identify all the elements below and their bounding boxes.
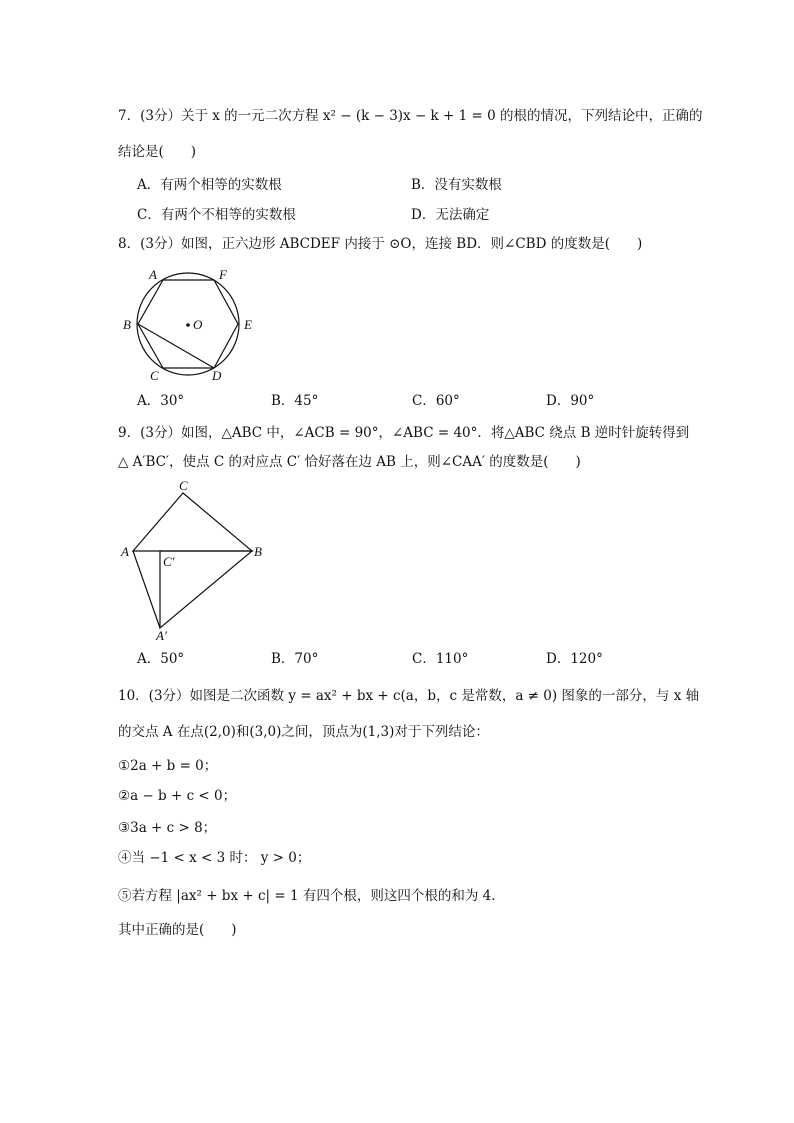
q9-option-b: B．70° [271, 651, 319, 667]
q9-label-c-prime: C′ [163, 554, 175, 569]
q10-statement-3: ③3a + c > 8； [118, 820, 217, 836]
q8-option-d: D．90° [546, 393, 595, 409]
q8-option-c: C．60° [412, 393, 460, 409]
q7-option-c: C．有两个不相等的实数根 [137, 207, 296, 223]
q9-stem-line1: 9．(3分）如图，△ABC 中，∠ACB = 90°，∠ABC = 40°．将△ABC 绕点 B 逆时针旋转得到 [118, 425, 690, 441]
q10-stem-line1: 10．(3分）如图是二次函数 y = ax² + bx + c(a，b，c 是常数，a ≠ 0) 图象的一部分，与 x 轴 [118, 688, 700, 704]
q8-option-b: B．45° [271, 393, 319, 409]
q8-segment-bd [138, 324, 214, 368]
q8-label-o: O [193, 317, 203, 332]
q10-question-final: 其中正确的是( ) [118, 922, 237, 938]
q8-label-b: B [123, 317, 131, 332]
q8-label-d: D [212, 368, 222, 383]
q9-option-d: D．120° [546, 651, 603, 667]
q8-option-a: A．30° [137, 393, 185, 409]
q10-statement-1: ①2a + b = 0； [118, 758, 218, 774]
q8-stem-line1: 8．(3分）如图，正六边形 ABCDEF 内接于 ⊙O，连接 BD．则∠CBD 的度数是( ) [118, 236, 643, 252]
q7-option-b: B．没有实数根 [411, 177, 502, 193]
q9-label-a: A [121, 544, 129, 559]
q8-center-dot [186, 323, 190, 327]
q7-stem-line1: 7．(3分）关于 x 的一元二次方程 x² − (k − 3)x − k + 1 = 0 的根的情况，下列结论中，正确的 [118, 108, 703, 124]
q9-triangle-abc [133, 493, 252, 551]
q9-segment-aa2 [133, 551, 160, 628]
q9-option-a: A．50° [137, 651, 185, 667]
q8-label-c: C [150, 368, 159, 383]
q8-label-f: F [219, 267, 227, 282]
q7-stem-line2: 结论是( ) [118, 144, 197, 160]
q9-label-b: B [254, 544, 262, 559]
q10-stem-line2: 的交点 A 在点(2,0)和(3,0)之间，顶点为(1,3)对于下列结论： [118, 724, 489, 740]
q7-option-a: A．有两个相等的实数根 [137, 177, 282, 193]
q10-statement-2: ②a − b + c < 0； [118, 788, 237, 804]
q9-rotation-figure [118, 478, 268, 644]
q9-option-c: C．110° [412, 651, 469, 667]
q8-label-a: A [149, 267, 157, 282]
q9-label-c: C [179, 478, 188, 493]
q10-statement-5: ⑤若方程 |ax² + bx + c| = 1 有四个根，则这四个根的和为 4． [118, 888, 505, 904]
q8-hexagon-figure [118, 262, 268, 386]
q7-option-d: D．无法确定 [411, 207, 490, 223]
q9-stem-line2: △ A′BC′，使点 C 的对应点 C′ 恰好落在边 AB 上，则∠CAA′ 的度数是( ) [118, 454, 581, 470]
q10-statement-4: ④当 −1 < x < 3 时： y > 0； [118, 850, 311, 866]
q8-label-e: E [244, 317, 252, 332]
q9-label-a-prime: A′ [156, 628, 167, 643]
